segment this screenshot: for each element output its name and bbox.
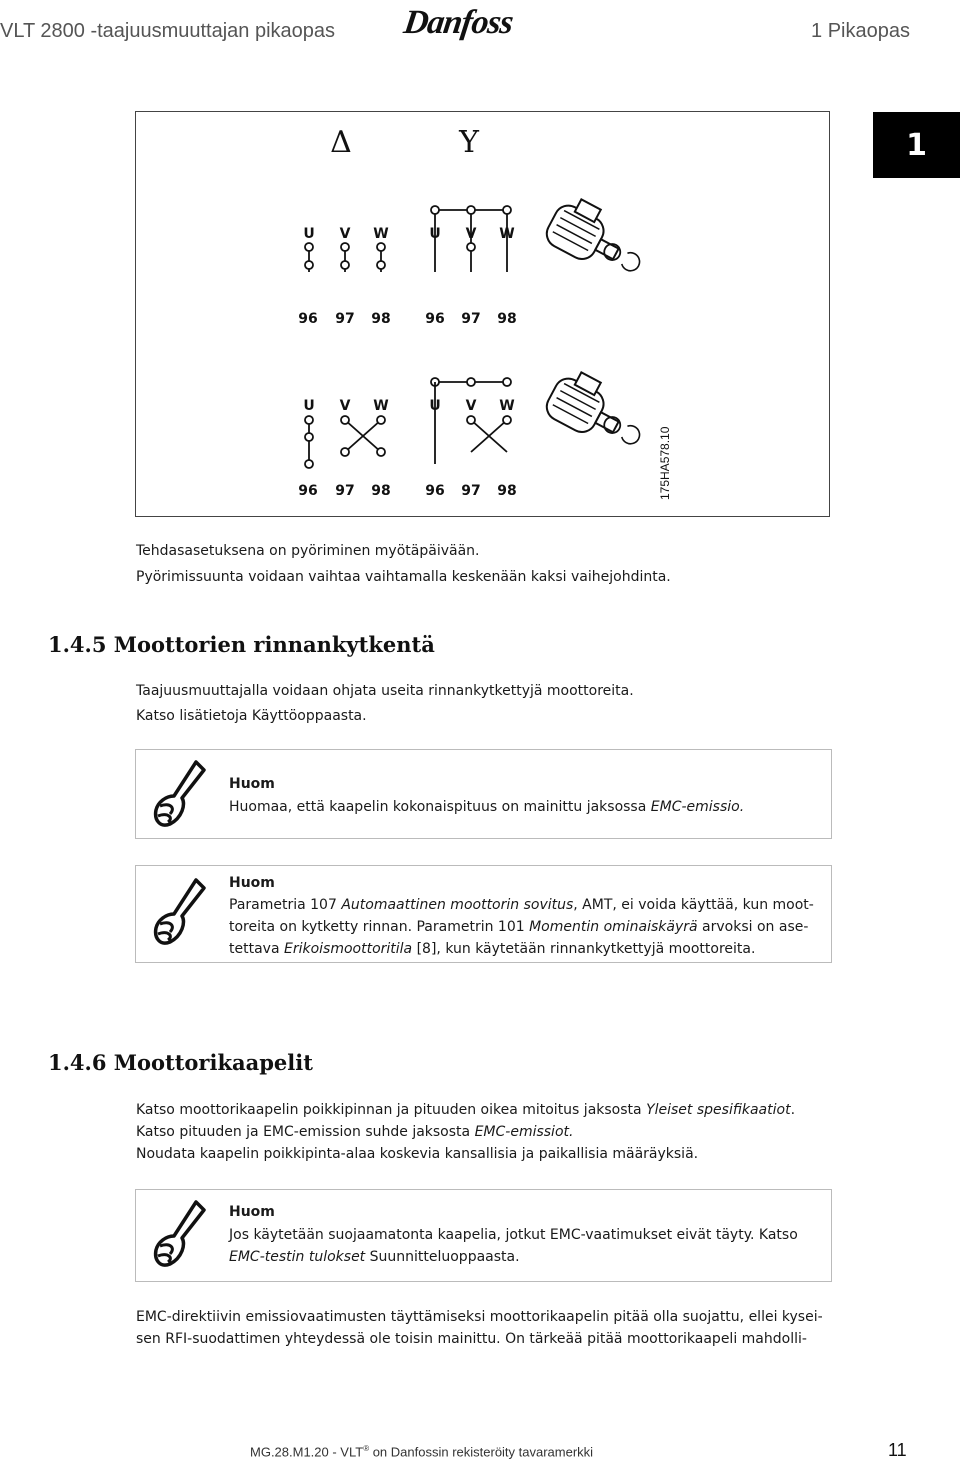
page-number: 11	[888, 1440, 907, 1460]
terminal-label: V	[339, 226, 351, 242]
terminal-number: 97	[461, 311, 481, 327]
note-box	[135, 865, 832, 963]
chapter-tab: 1	[873, 112, 960, 178]
figure-code: 175HA578.10	[658, 426, 672, 500]
section-145-line-2: Katso lisätietoja Käyttöoppaasta.	[136, 708, 367, 724]
note-hand-icon	[152, 1198, 212, 1274]
terminal-number: 98	[497, 483, 517, 499]
note-hand-icon	[152, 876, 212, 952]
terminal-number: 96	[425, 311, 445, 327]
terminal-number: 98	[371, 483, 391, 499]
note-text: Parametria 107 Automaattinen moottorin sovitus, AMT, ei voida käyttää, kun moot- toreita on kytketty rinnan. Parametrin 101 Momentin ominaiskäyrä arvoksi on ase- tettava Erikoismoottoritila [8], kun käytetään rinnankytkettyjä moottoreita.	[229, 897, 814, 957]
terminal-number: 96	[298, 311, 318, 327]
terminal-label: W	[373, 226, 389, 242]
terminal-label: V	[465, 398, 477, 414]
section-146-line-3: Noudata kaapelin poikkipinta-alaa koskevia kansallisia ja paikallisia määräyksiä.	[136, 1146, 699, 1162]
section-heading-145: 1.4.5 Moottorien rinnankytkentä	[48, 632, 435, 657]
motor-clockwise-icon	[542, 192, 654, 286]
note-reference: EMC-emissio.	[650, 799, 745, 815]
section-heading-146: 1.4.6 Moottorikaapelit	[48, 1050, 313, 1075]
star-symbol: Y	[459, 125, 479, 160]
closing-line-2: sen RFI-suodattimen yhteydessä ole toisin mainittu. On tärkeää pitää moottorikaapeli mahdolli-	[136, 1331, 807, 1347]
terminal-number: 96	[298, 483, 318, 499]
terminal-number: 96	[425, 483, 445, 499]
intro-line-2: Pyörimissuunta voidaan vaihtaa vaihtamalla keskenään kaksi vaihejohdinta.	[136, 569, 671, 585]
terminal-number: 97	[335, 311, 355, 327]
terminal-number: 97	[335, 483, 355, 499]
terminal-number: 97	[461, 483, 481, 499]
terminal-label: U	[303, 398, 315, 414]
terminal-number: 98	[371, 311, 391, 327]
note-title: Huom	[229, 875, 275, 891]
terminal-label: W	[499, 398, 515, 414]
note-title: Huom	[229, 776, 275, 792]
motor-counterclockwise-icon	[542, 365, 654, 459]
note-hand-icon	[152, 758, 212, 834]
intro-line-1: Tehdasasetuksena on pyöriminen myötäpäivään.	[136, 543, 480, 559]
closing-line-1: EMC-direktiivin emissiovaatimusten täyttämiseksi moottorikaapelin pitää olla suojattu, ellei kysei-	[136, 1309, 823, 1325]
terminal-label: V	[339, 398, 351, 414]
note-box	[135, 749, 832, 839]
danfoss-logo: Danfoss	[401, 4, 515, 41]
terminal-label: U	[429, 226, 441, 242]
delta-symbol: Δ	[330, 125, 352, 160]
section-145-line-1: Taajuusmuuttajalla voidaan ohjata useita rinnankytkettyjä moottoreita.	[136, 683, 634, 699]
note-text: Jos käytetään suojaamatonta kaapelia, jotkut EMC-vaatimukset eivät täyty. Katso EMC-testin tulokset Suunnitteluoppaasta.	[229, 1227, 798, 1265]
terminal-label: W	[499, 226, 515, 242]
chapter-reference: 1 Pikaopas	[811, 20, 910, 42]
terminal-label: V	[465, 226, 477, 242]
terminal-label: U	[303, 226, 315, 242]
terminal-label: W	[373, 398, 389, 414]
note-text: Huomaa, että kaapelin kokonaispituus on mainittu jaksossa EMC-emissio.	[229, 799, 745, 815]
section-146-line-1: Katso moottorikaapelin poikkipinnan ja pituuden oikea mitoitus jaksosta Yleiset spesifikaatiot.	[136, 1102, 796, 1118]
note-title: Huom	[229, 1204, 275, 1220]
section-146-line-2: Katso pituuden ja EMC-emission suhde jaksosta EMC-emissiot.	[136, 1124, 574, 1140]
terminal-number: 98	[497, 311, 517, 327]
footer-trademark: MG.28.M1.20 - VLT® on Danfossin rekisteröity tavaramerkki	[250, 1444, 594, 1460]
wiring-diagram-svg	[136, 112, 831, 518]
wiring-diagram	[135, 111, 830, 517]
terminal-label: U	[429, 398, 441, 414]
note-box	[135, 1189, 832, 1282]
document-title: VLT 2800 -taajuusmuuttajan pikaopas	[0, 20, 336, 42]
